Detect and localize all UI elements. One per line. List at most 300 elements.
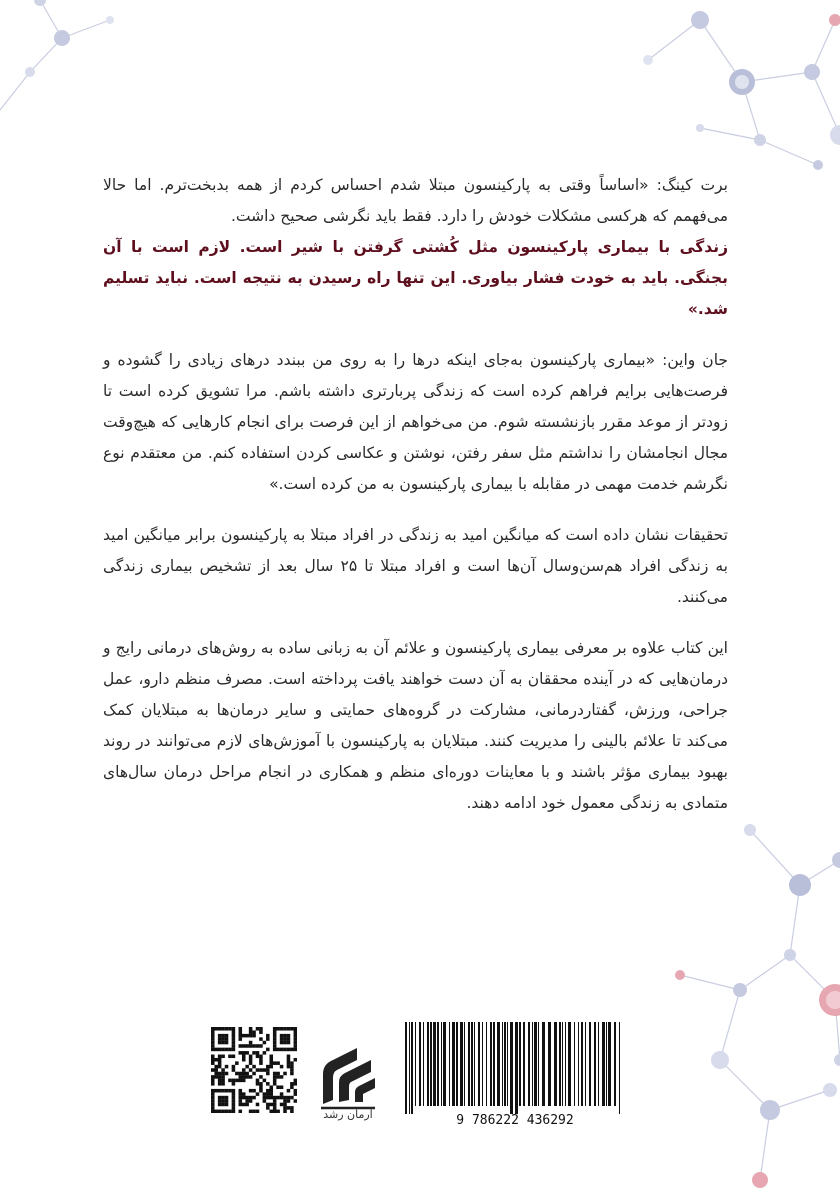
- qr-module: [263, 1096, 267, 1100]
- qr-module: [249, 1068, 253, 1072]
- qr-module: [287, 1041, 291, 1045]
- barcode-bar: [471, 1022, 473, 1106]
- qr-module: [218, 1034, 222, 1038]
- qr-module: [256, 1092, 260, 1096]
- qr-module: [239, 1044, 243, 1048]
- qr-module: [239, 1099, 243, 1103]
- bert-king-quote: [103, 170, 728, 325]
- qr-module: [280, 1092, 284, 1096]
- qr-module: [266, 1034, 270, 1038]
- qr-module: [232, 1030, 236, 1034]
- qr-module: [211, 1096, 215, 1100]
- qr-module: [269, 1089, 273, 1093]
- qr-module: [266, 1072, 270, 1076]
- qr-module: [228, 1110, 232, 1113]
- qr-module: [263, 1092, 267, 1096]
- qr-module: [249, 1041, 253, 1045]
- barcode-bar: [433, 1022, 436, 1106]
- barcode-bar: [554, 1022, 557, 1106]
- qr-module: [294, 1082, 297, 1086]
- barcode-bar: [548, 1022, 551, 1106]
- barcode-bar: [493, 1022, 495, 1106]
- qr-module: [214, 1048, 218, 1052]
- qr-module: [256, 1082, 260, 1086]
- qr-module: [235, 1061, 239, 1065]
- qr-module: [287, 1058, 291, 1062]
- qr-module: [259, 1055, 263, 1059]
- barcode-bar: [598, 1022, 599, 1106]
- barcode-bar: [460, 1022, 463, 1106]
- qr-module: [218, 1061, 222, 1065]
- barcode-bar: [474, 1022, 475, 1106]
- qr-module: [294, 1041, 297, 1045]
- qr-module: [218, 1089, 222, 1093]
- qr-module: [280, 1085, 284, 1089]
- qr-module: [269, 1085, 273, 1089]
- barcode-bar: [565, 1022, 566, 1106]
- qr-module: [269, 1110, 273, 1113]
- qr-module: [211, 1061, 215, 1065]
- qr-module: [218, 1079, 222, 1083]
- qr-module: [211, 1058, 215, 1062]
- qr-module: [242, 1034, 246, 1038]
- qr-module: [294, 1027, 297, 1031]
- qr-module: [211, 1030, 215, 1034]
- qr-module: [273, 1072, 277, 1076]
- qr-module: [269, 1092, 273, 1096]
- qr-module: [287, 1027, 291, 1031]
- qr-module: [273, 1079, 277, 1083]
- qr-module: [214, 1058, 218, 1062]
- qr-module: [273, 1106, 277, 1110]
- qr-module: [249, 1099, 253, 1103]
- qr-module: [266, 1082, 270, 1086]
- qr-module: [269, 1065, 273, 1069]
- qr-module: [259, 1085, 263, 1089]
- qr-module: [259, 1089, 263, 1093]
- qr-module: [239, 1027, 243, 1031]
- qr-module: [287, 1106, 291, 1110]
- barcode-bar: [510, 1022, 513, 1114]
- qr-module: [242, 1072, 246, 1076]
- qr-module: [239, 1079, 243, 1083]
- qr-module: [239, 1110, 243, 1113]
- qr-module: [242, 1058, 246, 1062]
- qr-module: [280, 1048, 284, 1052]
- qr-module: [245, 1103, 249, 1107]
- qr-module: [256, 1055, 260, 1059]
- qr-module: [280, 1103, 284, 1107]
- publisher-name: آرمان رشد: [323, 1108, 373, 1121]
- qr-module: [290, 1110, 294, 1113]
- qr-module: [294, 1089, 297, 1093]
- qr-module: [269, 1096, 273, 1100]
- qr-module: [235, 1072, 239, 1076]
- qr-module: [273, 1075, 277, 1079]
- qr-module: [259, 1044, 263, 1048]
- qr-module: [273, 1048, 277, 1052]
- qr-module: [232, 1079, 236, 1083]
- barcode-bar: [602, 1022, 605, 1106]
- qr-module: [221, 1103, 225, 1107]
- qr-module: [249, 1044, 253, 1048]
- qr-module: [259, 1075, 263, 1079]
- qr-module: [263, 1051, 267, 1055]
- qr-module: [211, 1034, 215, 1038]
- barcode-bar: [452, 1022, 455, 1106]
- qr-module: [252, 1065, 256, 1069]
- qr-module: [232, 1065, 236, 1069]
- qr-module: [239, 1089, 243, 1093]
- qr-module: [256, 1103, 260, 1107]
- qr-module: [280, 1065, 284, 1069]
- qr-module: [225, 1065, 229, 1069]
- barcode-bar: [409, 1022, 410, 1114]
- qr-module: [266, 1106, 270, 1110]
- qr-module: [294, 1099, 297, 1103]
- qr-module: [266, 1092, 270, 1096]
- qr-module: [287, 1099, 291, 1103]
- qr-module: [225, 1089, 229, 1093]
- qr-module: [273, 1030, 277, 1034]
- qr-module: [228, 1027, 232, 1031]
- qr-module: [256, 1027, 260, 1031]
- barcode-bar: [504, 1022, 506, 1106]
- barcode-bar: [519, 1022, 521, 1106]
- qr-module: [280, 1034, 284, 1038]
- barcode-bar: [415, 1022, 416, 1106]
- qr-module: [232, 1082, 236, 1086]
- qr-module: [218, 1082, 222, 1086]
- book-description-paragraph: این کتاب علاوه بر معرفی بیماری پارکینسون و علائم آن به زبانی ساده به روش‌های درمانی رایج و درمان‌هایی که در آینده محققان به آن دست خواهند یافت پرداخته است. مصرف منظم دارو، عمل جراحی، ورزش، گفتاردرمانی، مشارکت در گروه‌های حمایتی و سایر درمان‌ها به مبتلایان کمک می‌کند تا علائم بالینی را مدیریت کنند. مبتلایان به پارکینسون با آموزش‌های لازم می‌توانند در روند بهبود بیماری مؤثر باشند و با معاینات دوره‌ای منظم و همکاری در انجام مراحل درمان سال‌های متمادی به زندگی معمول خود ادامه دهند.: [103, 639, 728, 812]
- qr-module: [218, 1099, 222, 1103]
- qr-module: [221, 1048, 225, 1052]
- qr-module: [218, 1027, 222, 1031]
- bert-king-quote-intro: برت کینگ: «اساساً وقتی به پارکینسون مبتلا شدم احساس کردم از همه بدبخت‌ترم. اما حالا می‌فهمم که هرکسی مشکلات خودش را دارد. فقط باید نگرشی صحیح داشت.: [103, 176, 728, 225]
- qr-module: [239, 1103, 243, 1107]
- qr-module: [232, 1027, 236, 1031]
- barcode-bar: [581, 1022, 583, 1106]
- qr-module: [273, 1037, 277, 1041]
- barcode-bar: [437, 1022, 439, 1106]
- barcode-bar: [411, 1022, 413, 1114]
- barcode-bar: [585, 1022, 586, 1106]
- barcode-bar: [574, 1022, 575, 1106]
- qr-module: [249, 1058, 253, 1062]
- qr-module: [280, 1037, 284, 1041]
- qr-module: [252, 1072, 256, 1076]
- qr-module: [245, 1072, 249, 1076]
- qr-module: [221, 1075, 225, 1079]
- qr-module: [221, 1089, 225, 1093]
- qr-module: [259, 1027, 263, 1031]
- qr-module: [239, 1092, 243, 1096]
- qr-module: [290, 1085, 294, 1089]
- qr-module: [242, 1068, 246, 1072]
- qr-module: [273, 1044, 277, 1048]
- qr-module: [294, 1044, 297, 1048]
- qr-module: [245, 1099, 249, 1103]
- qr-module: [283, 1072, 287, 1076]
- qr-module: [263, 1099, 267, 1103]
- qr-module: [242, 1044, 246, 1048]
- barcode-bar: [443, 1022, 446, 1106]
- barcode-bar: [538, 1022, 539, 1106]
- qr-module: [259, 1037, 263, 1041]
- qr-module: [252, 1034, 256, 1038]
- qr-module: [239, 1037, 243, 1041]
- qr-module: [225, 1034, 229, 1038]
- qr-module: [225, 1096, 229, 1100]
- qr-module: [283, 1041, 287, 1045]
- qr-module: [252, 1096, 256, 1100]
- qr-module: [211, 1079, 215, 1083]
- qr-module: [232, 1048, 236, 1052]
- qr-module: [283, 1103, 287, 1107]
- qr-module: [211, 1099, 215, 1103]
- qr-module: [276, 1061, 280, 1065]
- qr-module: [218, 1037, 222, 1041]
- qr-module: [252, 1089, 256, 1093]
- barcode-bar: [606, 1022, 607, 1106]
- qr-module: [232, 1037, 236, 1041]
- qr-module: [290, 1027, 294, 1031]
- qr-module: [276, 1048, 280, 1052]
- qr-module: [287, 1065, 291, 1069]
- qr-module: [211, 1106, 215, 1110]
- qr-module: [280, 1027, 284, 1031]
- barcode-bar: [502, 1022, 503, 1106]
- qr-module: [273, 1099, 277, 1103]
- qr-module: [221, 1034, 225, 1038]
- qr-module: [221, 1027, 225, 1031]
- qr-module: [252, 1030, 256, 1034]
- qr-module: [269, 1058, 273, 1062]
- qr-module: [294, 1030, 297, 1034]
- qr-module: [287, 1037, 291, 1041]
- barcode-bar: [534, 1022, 537, 1106]
- barcode-bar: [568, 1022, 571, 1106]
- qr-code: [211, 1027, 297, 1113]
- qr-module: [225, 1037, 229, 1041]
- qr-module: [218, 1103, 222, 1107]
- qr-module: [242, 1092, 246, 1096]
- qr-module: [280, 1041, 284, 1045]
- research-paragraph: تحقیقات نشان داده است که میانگین امید به زندگی در افراد مبتلا به پارکینسون برابر میانگین امید به زندگی افراد هم‌سن‌وسال آن‌ها است و افراد مبتلا تا ۲۵ سال بعد از تشخیص بیماری زندگی می‌کنند.: [103, 526, 729, 606]
- qr-module: [221, 1096, 225, 1100]
- qr-module: [211, 1089, 215, 1093]
- qr-module: [294, 1092, 297, 1096]
- qr-module: [290, 1065, 294, 1069]
- barcode-bar: [515, 1022, 518, 1114]
- qr-module: [283, 1106, 287, 1110]
- qr-module: [266, 1068, 270, 1072]
- qr-module: [239, 1030, 243, 1034]
- qr-module: [232, 1034, 236, 1038]
- qr-module: [242, 1103, 246, 1107]
- qr-module: [242, 1055, 246, 1059]
- qr-module: [214, 1065, 218, 1069]
- barcode-bar: [532, 1022, 533, 1106]
- barcode-bar: [578, 1022, 579, 1106]
- publisher-logo: [313, 1030, 383, 1118]
- qr-module: [211, 1092, 215, 1096]
- qr-module: [276, 1096, 280, 1100]
- qr-module: [266, 1103, 270, 1107]
- qr-module: [283, 1096, 287, 1100]
- qr-module: [239, 1075, 243, 1079]
- qr-module: [273, 1034, 277, 1038]
- qr-module: [225, 1072, 229, 1076]
- qr-module: [225, 1103, 229, 1107]
- qr-module: [211, 1075, 215, 1079]
- qr-module: [294, 1048, 297, 1052]
- qr-module: [245, 1051, 249, 1055]
- qr-module: [280, 1096, 284, 1100]
- qr-module: [211, 1068, 215, 1072]
- qr-module: [294, 1034, 297, 1038]
- qr-module: [273, 1096, 277, 1100]
- qr-module: [214, 1089, 218, 1093]
- qr-module: [269, 1055, 273, 1059]
- qr-module: [263, 1068, 267, 1072]
- qr-module: [218, 1072, 222, 1076]
- qr-module: [218, 1055, 222, 1059]
- barcode-bar: [559, 1022, 561, 1106]
- qr-module: [290, 1096, 294, 1100]
- qr-module: [287, 1034, 291, 1038]
- qr-module: [294, 1079, 297, 1083]
- qr-module: [290, 1061, 294, 1065]
- barcode-bar: [486, 1022, 487, 1106]
- qr-module: [232, 1068, 236, 1072]
- barcode-bar: [405, 1022, 407, 1114]
- qr-module: [269, 1103, 273, 1107]
- qr-module: [211, 1027, 215, 1031]
- qr-module: [218, 1048, 222, 1052]
- qr-module: [249, 1075, 253, 1079]
- barcode-bar: [464, 1022, 465, 1106]
- barcode-bar: [528, 1022, 530, 1106]
- qr-module: [263, 1079, 267, 1083]
- qr-module: [259, 1082, 263, 1086]
- qr-module: [214, 1110, 218, 1113]
- qr-module: [232, 1055, 236, 1059]
- qr-module: [232, 1106, 236, 1110]
- qr-module: [232, 1092, 236, 1096]
- qr-module: [225, 1041, 229, 1045]
- qr-module: [283, 1034, 287, 1038]
- qr-module: [242, 1096, 246, 1100]
- qr-module: [252, 1110, 256, 1113]
- isbn-barcode: [397, 1022, 629, 1128]
- qr-module: [218, 1096, 222, 1100]
- bert-king-quote-emphasis: زندگی با بیماری پارکینسون مثل کُشتی گرفتن با شیر است. لازم است با آن بجنگی. باید به خودت فشار بیاوری. این تنها راه رسیدن به نتیجه است. نباید تسلیم شد.»: [103, 238, 728, 318]
- qr-module: [218, 1058, 222, 1062]
- barcode-bar: [507, 1022, 508, 1106]
- qr-module: [290, 1082, 294, 1086]
- qr-module: [218, 1075, 222, 1079]
- qr-module: [232, 1044, 236, 1048]
- barcode-bar: [523, 1022, 525, 1106]
- qr-module: [245, 1044, 249, 1048]
- qr-module: [283, 1048, 287, 1052]
- barcode-bar: [490, 1022, 492, 1106]
- barcode-bar: [542, 1022, 545, 1106]
- qr-module: [256, 1110, 260, 1113]
- qr-module: [252, 1051, 256, 1055]
- qr-module: [232, 1041, 236, 1045]
- qr-module: [276, 1075, 280, 1079]
- qr-module: [287, 1089, 291, 1093]
- qr-module: [259, 1058, 263, 1062]
- qr-module: [294, 1037, 297, 1041]
- qr-module: [221, 1055, 225, 1059]
- qr-module: [218, 1065, 222, 1069]
- qr-module: [290, 1072, 294, 1076]
- qr-module: [290, 1106, 294, 1110]
- qr-module: [249, 1055, 253, 1059]
- qr-module: [266, 1096, 270, 1100]
- qr-module: [245, 1075, 249, 1079]
- qr-module: [221, 1110, 225, 1113]
- qr-module: [266, 1048, 270, 1052]
- qr-module: [249, 1034, 253, 1038]
- qr-module: [287, 1061, 291, 1065]
- qr-module: [211, 1041, 215, 1045]
- qr-module: [276, 1027, 280, 1031]
- barcode-bar: [423, 1022, 424, 1106]
- barcode-bar: [478, 1022, 480, 1106]
- qr-module: [249, 1027, 253, 1031]
- qr-module: [273, 1041, 277, 1045]
- barcode-bar: [589, 1022, 591, 1106]
- qr-module: [221, 1041, 225, 1045]
- qr-module: [245, 1096, 249, 1100]
- qr-module: [218, 1110, 222, 1113]
- qr-module: [276, 1085, 280, 1089]
- qr-module: [256, 1051, 260, 1055]
- qr-module: [211, 1055, 215, 1059]
- qr-module: [273, 1027, 277, 1031]
- qr-module: [276, 1072, 280, 1076]
- qr-module: [239, 1051, 243, 1055]
- qr-module: [232, 1103, 236, 1107]
- qr-module: [211, 1103, 215, 1107]
- qr-module: [273, 1082, 277, 1086]
- qr-module: [228, 1079, 232, 1083]
- qr-module: [225, 1099, 229, 1103]
- qr-module: [232, 1099, 236, 1103]
- qr-module: [290, 1048, 294, 1052]
- barcode-bar: [608, 1022, 611, 1106]
- qr-module: [239, 1034, 243, 1038]
- qr-module: [266, 1089, 270, 1093]
- qr-module: [239, 1072, 243, 1076]
- qr-module: [235, 1079, 239, 1083]
- barcode-bar: [449, 1022, 450, 1106]
- barcode-bar: [441, 1022, 442, 1106]
- qr-module: [266, 1037, 270, 1041]
- back-cover-text: [103, 170, 728, 839]
- qr-module: [259, 1030, 263, 1034]
- qr-module: [218, 1041, 222, 1045]
- qr-module: [225, 1027, 229, 1031]
- qr-module: [283, 1099, 287, 1103]
- qr-module: [290, 1068, 294, 1072]
- qr-module: [273, 1110, 277, 1113]
- barcode-bar: [419, 1022, 421, 1106]
